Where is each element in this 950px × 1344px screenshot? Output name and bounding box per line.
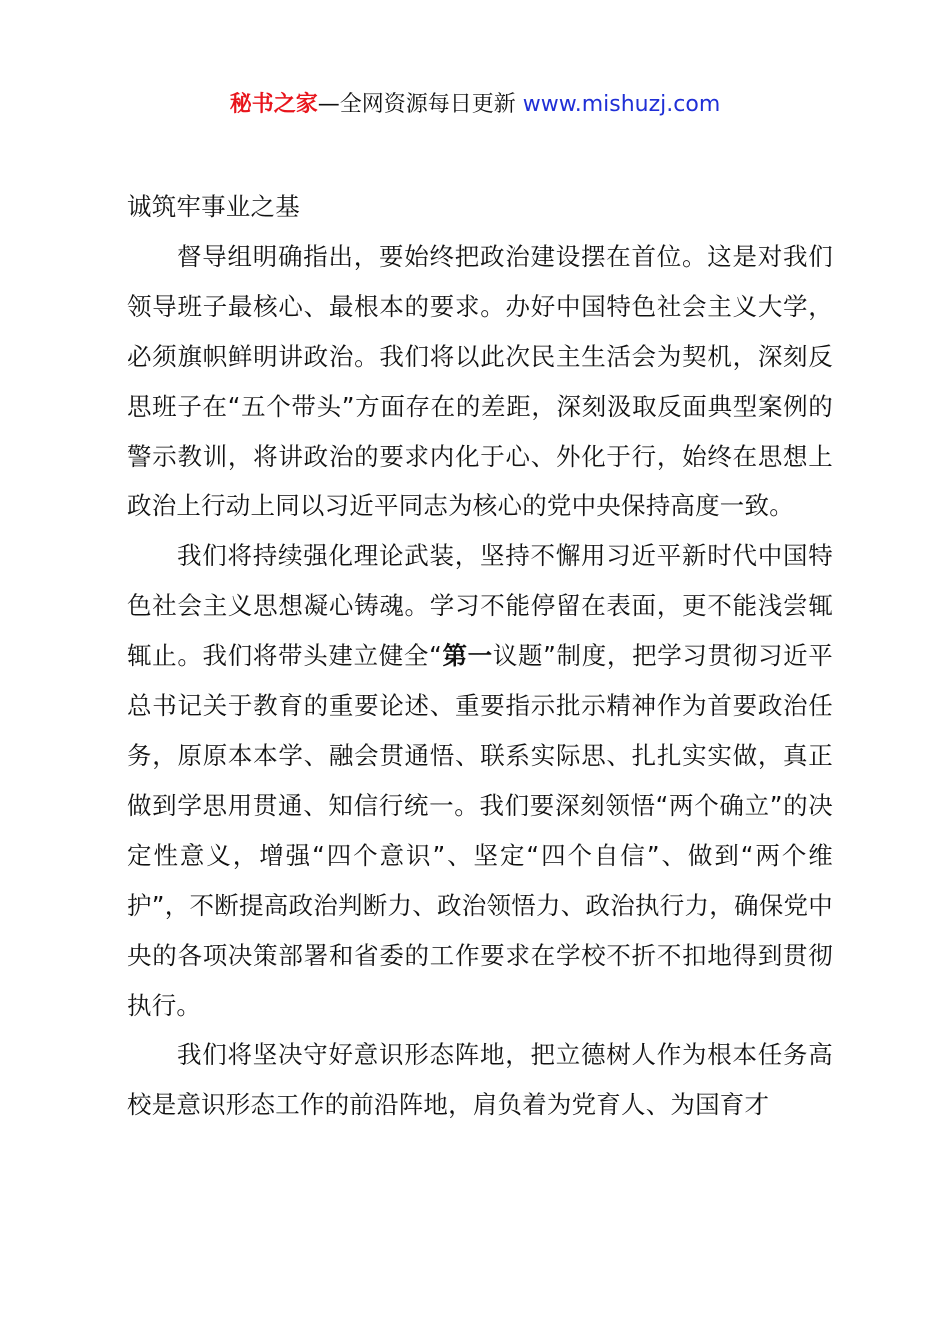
paragraph-theory-text-1: 我们将持续强化理论武装，坚持不懈用习近平新时代中国特色社会主义思想凝心铸魂。学习不能停留在表面，更不能浅尝辄辄止。我们将带头建立健全“ [127, 541, 833, 671]
paragraph-theory-text-2: 议题”制度，把学习贯彻习近平总书记关于教育的重要论述、重要指示批示精神作为首要政治任务，原原本本学、融会贯通悟、联系实际思、扎扎实实做，真正做到学思用贯通、知信行统一。我们要深刻领悟“两个确立”的决定性意义，增强“四个意识”、坚定“四个自信”、做到“两个维护”，不断提高政治判断力、政治领悟力、政治执行力，确保党中央的各项决策部署和省委的工作要求在学校不折不扣地得到贯彻执行。 [127, 641, 833, 1020]
paragraph-political-building: 督导组明确指出，要始终把政治建设摆在首位。这是对我们领导班子最核心、最根本的要求。办好中国特色社会主义大学，必须旗帜鲜明讲政治。我们将以此次民主生活会为契机，深刻反思班子在“五个带头”方面存在的差距，深刻汲取反面典型案例的警示教训，将讲政治的要求内化于心、外化于行，始终在思想上政治上行动上同以习近平同志为核心的党中央保持高度一致。 [127, 241, 833, 521]
paragraph-theory-bold: 第一 [442, 641, 493, 671]
header-url-link[interactable]: www.mishuzj.com [522, 92, 721, 117]
page-header [0, 88, 950, 122]
brand-name: 秘书之家 [229, 92, 318, 117]
document-body [127, 182, 833, 1130]
header-tagline: —全网资源每日更新 [317, 92, 523, 117]
paragraph-heading-fragment: 诚筑牢事业之基 [127, 192, 300, 221]
paragraph-ideology-front: 我们将坚决守好意识形态阵地，把立德树人作为根本任务高校是意识形态工作的前沿阵地，肩负着为党育人、为国育才 [127, 1040, 833, 1120]
paragraph-theory-study [127, 531, 833, 1030]
